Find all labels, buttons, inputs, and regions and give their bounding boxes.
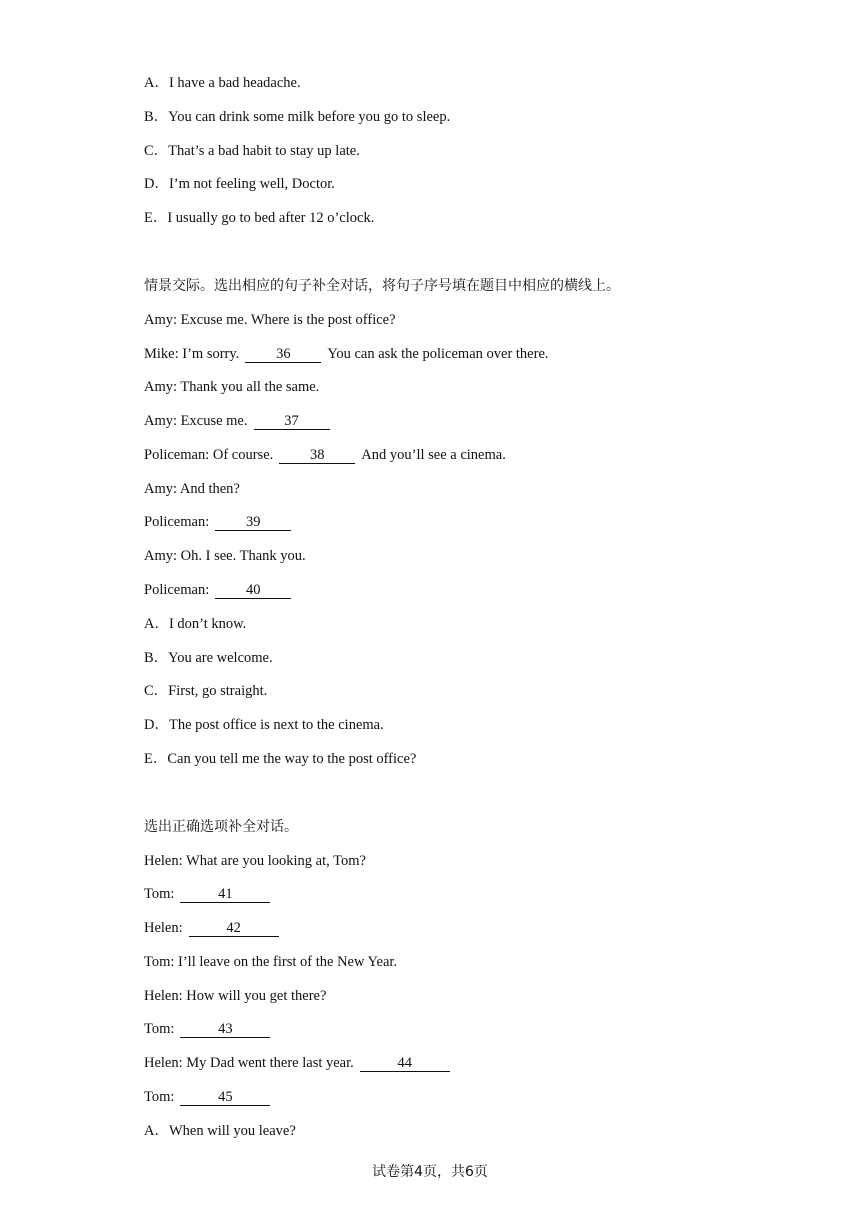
dialog-line xyxy=(144,852,366,870)
option-line: C．First, go straight. xyxy=(144,683,268,699)
dialog-text: Amy: Excuse me. xyxy=(144,413,248,429)
answer-blank[interactable]: 39 xyxy=(215,514,291,531)
dialog-text: Mike: I’m sorry. xyxy=(144,346,240,362)
dialog-text: Policeman: Of course. xyxy=(144,447,274,463)
option-line: B．You can drink some milk before you go to sleep. xyxy=(144,109,451,125)
answer-blank[interactable]: 40 xyxy=(215,582,291,599)
dialog-line xyxy=(144,953,397,971)
dialog-line xyxy=(144,581,297,599)
dialog-line xyxy=(144,480,240,498)
answer-blank[interactable]: 44 xyxy=(360,1055,450,1072)
option-line: E．I usually go to bed after 12 o’clock. xyxy=(144,210,375,226)
page-footer: 试卷第4页，共6页 xyxy=(372,1164,488,1180)
dialog-line xyxy=(144,885,276,903)
section-instruction: 情景交际。选出相应的句子补全对话，将句子序号填在题目中相应的横线上。 xyxy=(144,278,620,294)
dialog-text: Amy: And then? xyxy=(144,481,240,497)
dialog-text: Policeman: xyxy=(144,514,210,530)
dialog-line xyxy=(144,987,326,1005)
dialog-line xyxy=(144,1054,456,1072)
dialog-text: Helen: My Dad went there last year. xyxy=(144,1055,354,1071)
dialog-text: Tom: xyxy=(144,1089,175,1105)
answer-blank[interactable]: 43 xyxy=(180,1021,270,1038)
option-line: D．I’m not feeling well, Doctor. xyxy=(144,176,335,192)
dialog-text: Helen: What are you looking at, Tom? xyxy=(144,853,366,869)
dialog-line xyxy=(144,1020,276,1038)
dialog-line xyxy=(144,446,506,464)
dialog-text: Tom: xyxy=(144,1021,175,1037)
answer-blank[interactable]: 36 xyxy=(245,346,321,363)
option-line: A．I don’t know. xyxy=(144,616,247,632)
dialog-text: Helen: xyxy=(144,920,183,936)
dialog-line xyxy=(144,547,306,565)
dialog-text: Tom: xyxy=(144,886,175,902)
dialog-text: Tom: I’ll leave on the first of the New Year. xyxy=(144,954,398,970)
option-line: A．When will you leave? xyxy=(144,1123,296,1139)
option-line: A．I have a bad headache. xyxy=(144,75,301,91)
dialog-text: Policeman: xyxy=(144,582,210,598)
section-instruction: 选出正确选项补全对话。 xyxy=(144,819,298,835)
dialog-text: Amy: Excuse me. Where is the post office? xyxy=(144,312,396,328)
option-line: C．That’s a bad habit to stay up late. xyxy=(144,143,360,159)
dialog-text: And you’ll see a cinema. xyxy=(361,447,506,463)
dialog-text: You can ask the policeman over there. xyxy=(327,346,549,362)
dialog-text: Amy: Oh. I see. Thank you. xyxy=(144,548,306,564)
dialog-line xyxy=(144,311,396,329)
dialog-line xyxy=(144,1088,276,1106)
dialog-text: Helen: How will you get there? xyxy=(144,988,327,1004)
dialog-line xyxy=(144,412,336,430)
option-line: B．You are welcome. xyxy=(144,650,273,666)
answer-blank[interactable]: 41 xyxy=(180,886,270,903)
option-line: D．The post office is next to the cinema. xyxy=(144,717,384,733)
dialog-line xyxy=(144,345,549,363)
answer-blank[interactable]: 38 xyxy=(279,447,355,464)
dialog-text: Amy: Thank you all the same. xyxy=(144,379,320,395)
dialog-line xyxy=(144,919,285,937)
answer-blank[interactable]: 45 xyxy=(180,1089,270,1106)
dialog-line xyxy=(144,513,297,531)
dialog-line xyxy=(144,378,319,396)
option-line: E．Can you tell me the way to the post office? xyxy=(144,751,417,767)
answer-blank[interactable]: 37 xyxy=(254,413,330,430)
answer-blank[interactable]: 42 xyxy=(189,920,279,937)
